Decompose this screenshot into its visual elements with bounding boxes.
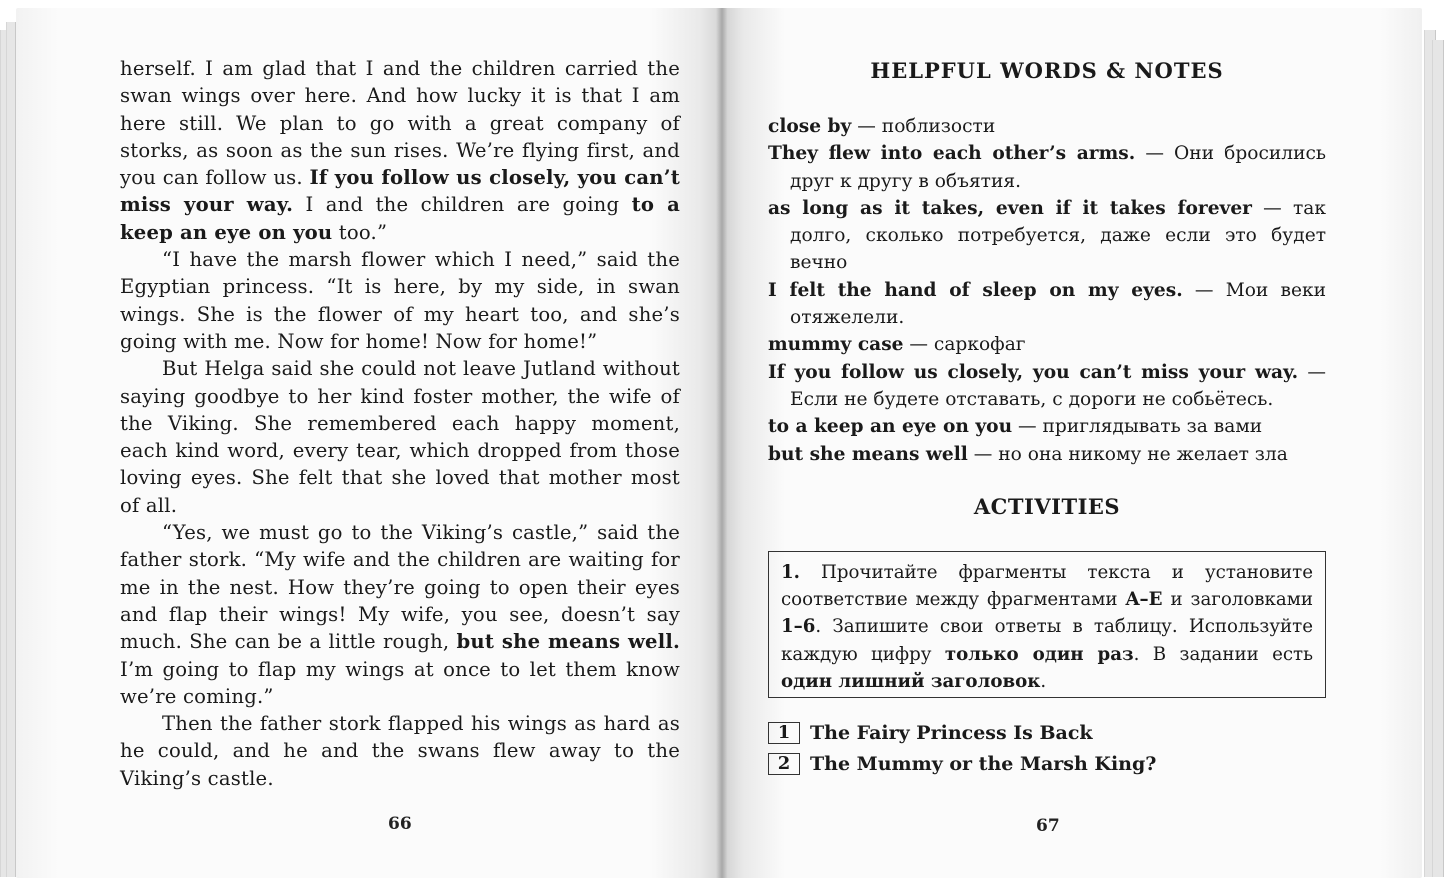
story-paragraph bbox=[120, 55, 680, 246]
glossary-term: They flew into each other’s arms. bbox=[768, 143, 1136, 165]
left-page-text bbox=[120, 55, 680, 792]
glossary-entry bbox=[768, 140, 1326, 195]
task-text: и заголовками bbox=[1162, 589, 1313, 611]
headline-row bbox=[768, 721, 1093, 745]
page-number-left: 66 bbox=[388, 814, 412, 834]
task-text: . Запишите свои ответы в таблицу. Используйте каждую цифру bbox=[781, 616, 1313, 665]
task-bold: A–E bbox=[1125, 589, 1163, 611]
text-run: too.” bbox=[332, 220, 388, 244]
glossary-list bbox=[768, 113, 1326, 468]
glossary-translation: саркофаг bbox=[933, 334, 1026, 356]
glossary-dash: — bbox=[1012, 416, 1043, 438]
task-text: . bbox=[1040, 670, 1047, 692]
story-paragraph bbox=[120, 355, 680, 519]
helpful-words-heading: HELPFUL WORDS & NOTES bbox=[870, 58, 1224, 83]
page-edges-left-inner bbox=[6, 22, 16, 877]
headline-number: 2 bbox=[768, 753, 800, 775]
glossary-term: but she means well bbox=[768, 443, 968, 465]
page-number-right: 67 bbox=[1036, 816, 1060, 836]
glossary-dash: — bbox=[1135, 143, 1175, 165]
glossary-translation: Мои веки отяжелели. bbox=[790, 279, 1326, 329]
glossary-term: as long as it takes, even if it takes forever bbox=[768, 197, 1252, 219]
text-run: “I have the marsh flower which I need,” said the Egyptian princess. “It is here, by my side, in swan wings. She is the flower of my heart too, and she’s going with me. Now for home! Now for home!” bbox=[120, 248, 680, 353]
glossary-term: close by bbox=[768, 116, 852, 137]
glossary-dash: — bbox=[851, 116, 882, 137]
glossary-entry bbox=[768, 195, 1326, 277]
story-paragraph bbox=[120, 246, 680, 355]
bold-phrase: If you follow us closely, you can’t miss your way. bbox=[120, 166, 680, 217]
headline-row bbox=[768, 752, 1156, 776]
glossary-dash: — bbox=[1298, 361, 1326, 383]
glossary-entry bbox=[768, 413, 1326, 440]
task-bold: один лишний заголовок bbox=[781, 670, 1041, 692]
glossary-entry bbox=[768, 277, 1326, 332]
glossary-term: I felt the hand of sleep on my eyes. bbox=[768, 279, 1183, 301]
glossary-entry bbox=[768, 331, 1326, 358]
glossary-translation: Они бросились друг к другу в объятия. bbox=[790, 143, 1327, 192]
headline-title: The Mummy or the Marsh King? bbox=[810, 753, 1157, 775]
activities-heading: ACTIVITIES bbox=[973, 494, 1121, 519]
glossary-term: mummy case bbox=[768, 334, 904, 356]
task-text: . В задании есть bbox=[1133, 643, 1313, 665]
glossary-entry bbox=[768, 359, 1326, 414]
task-bold: 1–6 bbox=[781, 616, 816, 638]
glossary-translation: приглядывать за вами bbox=[1042, 416, 1263, 438]
glossary-dash: — bbox=[967, 443, 999, 465]
text-run: I’m going to flap my wings at once to let them know we’re coming.” bbox=[120, 657, 680, 708]
task-bold: только один раз bbox=[944, 643, 1134, 665]
glossary-dash: — bbox=[1251, 197, 1293, 219]
bold-phrase: but she means well. bbox=[456, 630, 681, 654]
page-edges-right-outer bbox=[1432, 40, 1444, 877]
book-spine-gutter bbox=[716, 8, 728, 878]
task-bold: 1. bbox=[781, 562, 800, 583]
glossary-translation: Если не будете отставать, с дороги не собьётесь. bbox=[790, 388, 1274, 410]
bold-phrase: to a keep an eye on you bbox=[120, 193, 681, 244]
text-run: Then the father stork flapped his wings as hard as he could, and he and the swans flew away to the Viking’s castle. bbox=[120, 712, 680, 790]
glossary-entry bbox=[768, 113, 1326, 140]
headline-title: The Fairy Princess Is Back bbox=[810, 722, 1093, 744]
glossary-dash: — bbox=[903, 334, 934, 356]
glossary-dash: — bbox=[1182, 279, 1226, 301]
glossary-translation: так долго, сколько потребуется, даже если это будет вечно bbox=[790, 197, 1326, 274]
text-run: “Yes, we must go to the Viking’s castle,” said the father stork. “My wife and the children are waiting for me in the nest. How they’re going to open their eyes and flap their wings! My wife, you see, doesn’t say much. She can be a little rough, bbox=[120, 521, 680, 654]
glossary-term: to a keep an eye on you bbox=[768, 416, 1013, 438]
text-run: herself. I am glad that I and the children carried the swan wings over here. And how lucky it is that I am here still. We plan to go with a great company of storks, as soon as the sun rises. We’re flying first, and you can follow us. bbox=[120, 57, 680, 190]
task-text: Прочитайте фрагменты текста и установите соответствие между фрагментами bbox=[781, 562, 1313, 611]
glossary-entry bbox=[768, 441, 1326, 468]
text-run: I and the children are going bbox=[293, 193, 632, 217]
glossary-term: If you follow us closely, you can’t miss your way. bbox=[768, 361, 1299, 383]
text-run: But Helga said she could not leave Jutland without saying goodbye to her kind foster mother, the wife of the Viking. She remembered each happy moment, each kind word, every tear, which dropped from those loving eyes. She felt that she loved that mother most of all. bbox=[120, 357, 680, 517]
glossary-translation: поблизости bbox=[881, 116, 996, 137]
story-paragraph bbox=[120, 710, 680, 792]
headline-number: 1 bbox=[768, 722, 800, 744]
glossary-translation: но она никому не желает зла bbox=[998, 443, 1288, 465]
task-instructions-box bbox=[768, 551, 1326, 698]
story-paragraph bbox=[120, 519, 680, 710]
